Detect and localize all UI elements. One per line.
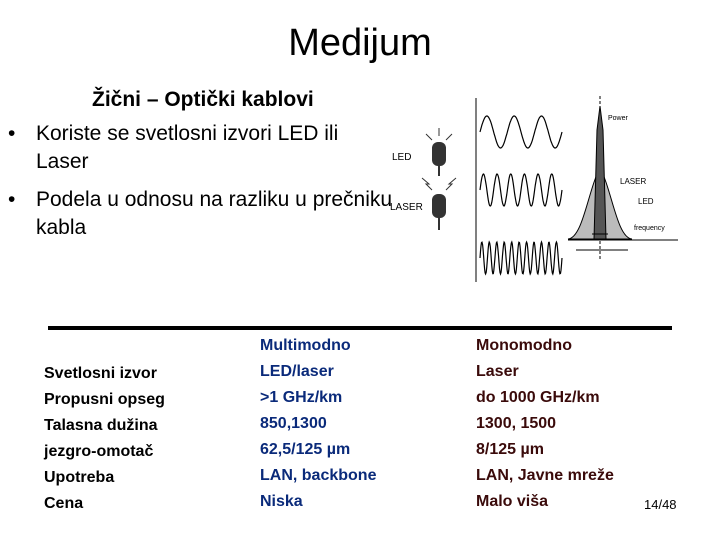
bullet-dot: • bbox=[8, 122, 16, 145]
waveform-mid bbox=[480, 174, 562, 206]
power-label: Power bbox=[608, 115, 628, 122]
waveform-panels bbox=[476, 98, 562, 282]
cell-value: LED/laser bbox=[260, 363, 334, 380]
cell-value: Niska bbox=[260, 493, 303, 510]
row-label: Cena bbox=[44, 495, 84, 512]
frequency-label: frequency bbox=[634, 225, 665, 232]
spectrum-plot bbox=[568, 96, 678, 260]
bullet-text: Koriste se svetlosni izvori LED ili Laser bbox=[36, 122, 339, 173]
slide-title: Medijum bbox=[288, 22, 432, 64]
bullet-item bbox=[8, 186, 393, 246]
column-header: Monomodno bbox=[476, 337, 572, 354]
bullet-text: Podela u odnosu na razliku u prečniku kabla bbox=[36, 188, 393, 239]
led-icon bbox=[426, 128, 452, 176]
led-label: LED bbox=[392, 152, 412, 163]
laser-spectrum-curve bbox=[594, 106, 606, 239]
led-laser-spectrum-diagram bbox=[388, 90, 688, 290]
cell-value: LAN, backbone bbox=[260, 467, 377, 484]
page-number: 14/48 bbox=[644, 497, 677, 512]
cell-value: 850,1300 bbox=[260, 415, 327, 432]
row-label: Upotreba bbox=[44, 469, 115, 486]
multimode-column bbox=[260, 333, 376, 515]
row-label: Svetlosni izvor bbox=[44, 365, 157, 382]
cell-value: 62,5/125 µm bbox=[260, 441, 351, 458]
row-label: Talasna dužina bbox=[44, 417, 158, 434]
singlemode-column bbox=[476, 333, 614, 515]
cell-value: LAN, Javne mreže bbox=[476, 467, 614, 484]
waveform-fast bbox=[480, 242, 562, 274]
column-header: Multimodno bbox=[260, 337, 351, 354]
row-label: Propusni opseg bbox=[44, 391, 165, 408]
slide-subtitle: Žični – Optički kablovi bbox=[92, 88, 314, 111]
laser-icon bbox=[422, 178, 456, 230]
row-label: jezgro-omotač bbox=[44, 443, 154, 460]
curve-led-label: LED bbox=[638, 197, 654, 206]
cell-value: 8/125 µm bbox=[476, 441, 544, 458]
cell-value: Laser bbox=[476, 363, 519, 380]
waveform-slow bbox=[480, 116, 562, 148]
cell-value: Malo viša bbox=[476, 493, 549, 510]
bullet-item bbox=[8, 120, 388, 180]
curve-laser-label: LASER bbox=[620, 177, 647, 186]
cell-value: do 1000 GHz/km bbox=[476, 389, 600, 406]
bullet-dot: • bbox=[8, 188, 16, 211]
table-divider bbox=[48, 326, 672, 330]
row-labels-column bbox=[44, 361, 165, 517]
cell-value: 1300, 1500 bbox=[476, 415, 557, 432]
laser-label: LASER bbox=[390, 202, 423, 213]
cell-value: >1 GHz/km bbox=[260, 389, 343, 406]
